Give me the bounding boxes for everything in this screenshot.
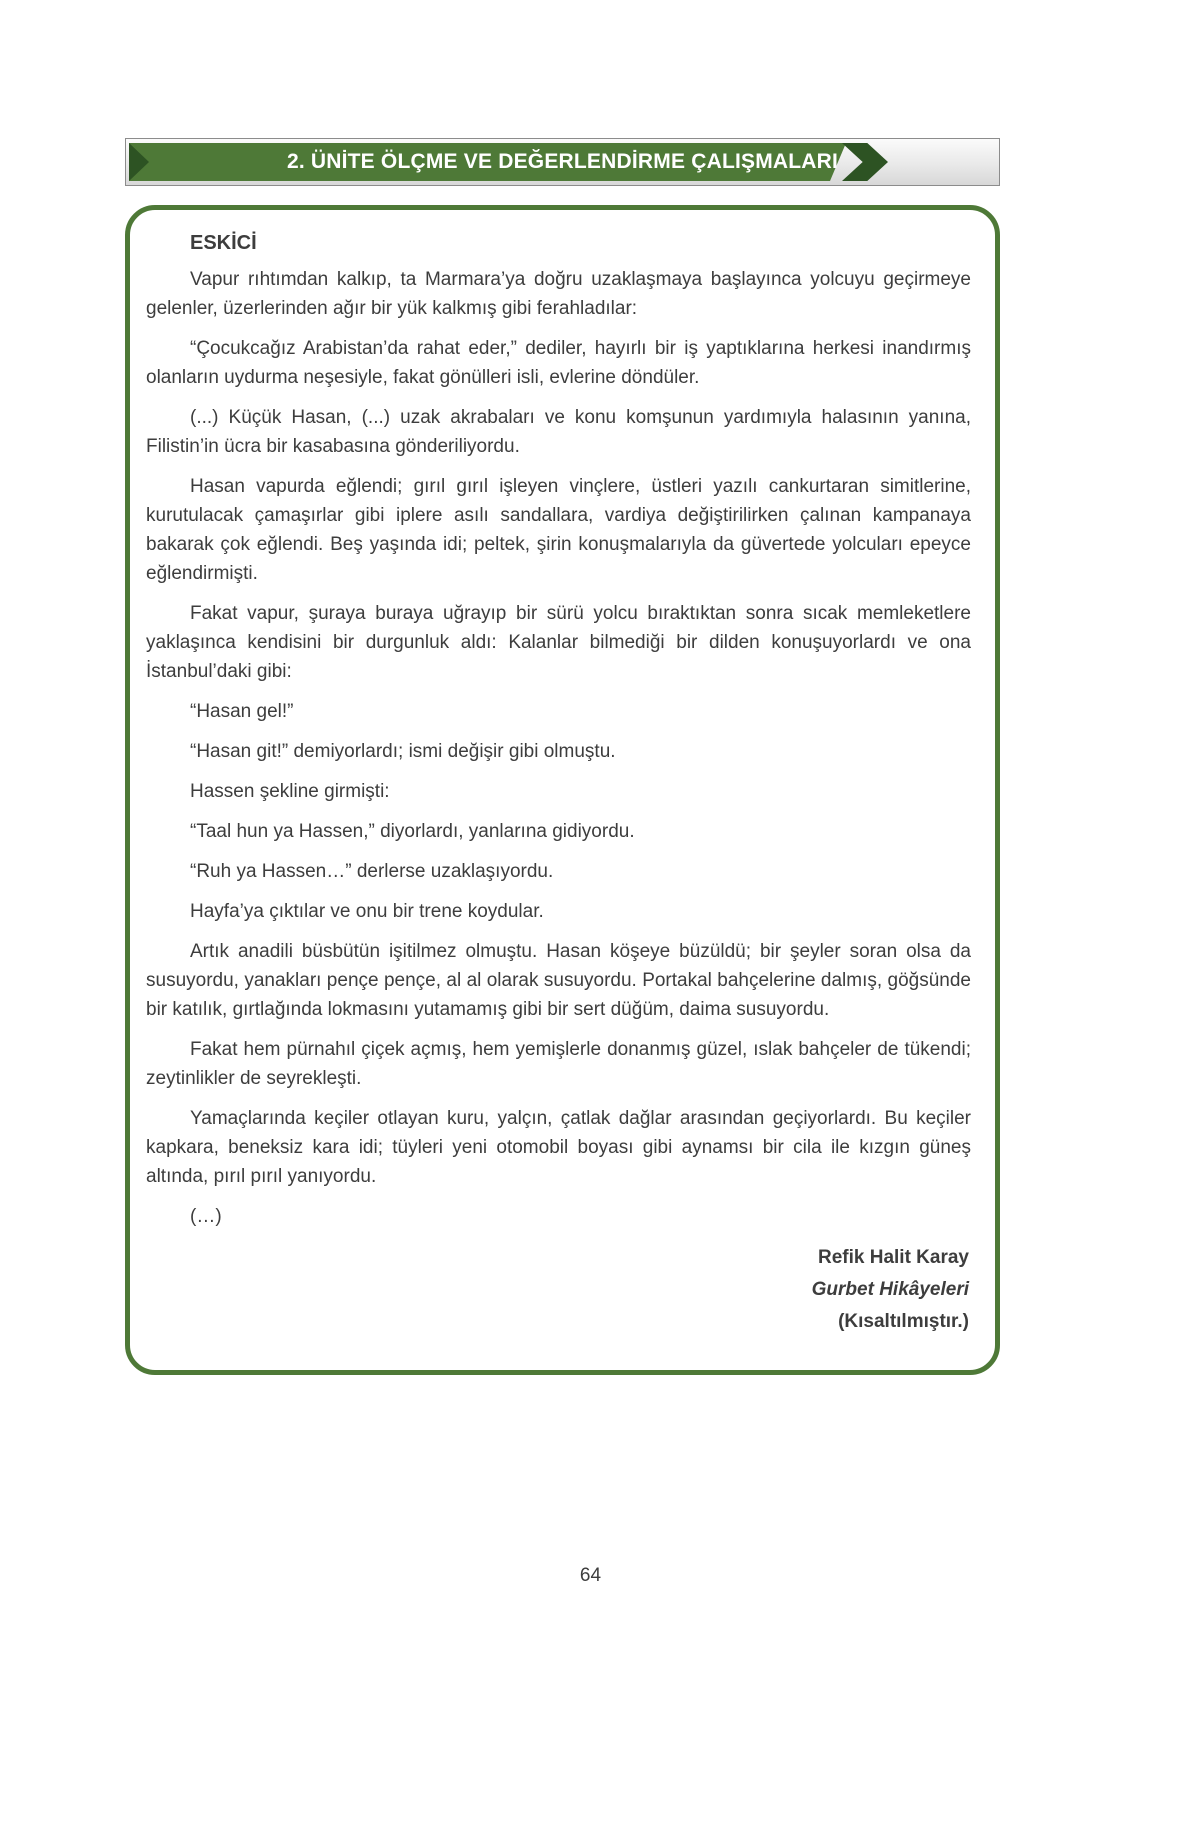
story-source: Gurbet Hikâyeleri	[811, 1279, 969, 1300]
story-paragraph: (…)	[190, 1206, 222, 1227]
story-paragraph: Yamaçlarında keçiler otlayan kuru, yalçın, çatlak dağlar arasından geçiyorlardı. Bu keçiler kapkara, beneksiz kara idi; tüyleri yeni otomobil boyası gibi aynamsı bir cila ile kızgın güneş altında, pırıl pırıl yanıyordu.	[146, 1108, 971, 1187]
story-paragraph: (...) Küçük Hasan, (...) uzak akrabaları ve konu komşunun yardımıyla halasının yanına, Filistin’in ücra bir kasabasına gönderiliyordu.	[146, 407, 971, 457]
story-abridged-note: (Kısaltılmıştır.)	[838, 1311, 969, 1332]
story-author: Refik Halit Karay	[817, 1247, 969, 1268]
story-paragraph: “Ruh ya Hassen…” derlerse uzaklaşıyordu.	[190, 861, 554, 882]
story-box	[125, 205, 1000, 1375]
story-paragraph: “Hasan gel!”	[190, 701, 294, 722]
story-paragraph: Fakat hem pürnahıl çiçek açmış, hem yemişlerle donanmış güzel, ıslak bahçeler de tükendi; zeytinlikler de seyrekleşti.	[146, 1039, 971, 1089]
unit-banner-title: 2. ÜNİTE ÖLÇME VE DEĞERLENDİRME ÇALIŞMALARI	[286, 150, 839, 173]
story-body	[146, 265, 971, 1231]
unit-banner	[125, 138, 1000, 186]
story-paragraph: Artık anadili büsbütün işitilmez olmuştu. Hasan köşeye büzüldü; bir şeyler soran olsa da susuyordu, yanakları pençe pençe, al al olarak susuyordu. Portakal bahçelerine dalmış, göğsünde bir katılık, gırtlağında lokmasını yutamamış gibi bir sert düğüm, daima susuyordu.	[146, 941, 971, 1020]
story-paragraph: “Taal hun ya Hassen,” diyorlardı, yanlarına gidiyordu.	[190, 821, 635, 842]
story-credits	[146, 1242, 971, 1338]
story-paragraph: Hayfa’ya çıktılar ve onu bir trene koydular.	[190, 901, 544, 922]
story-paragraph: Vapur rıhtımdan kalkıp, ta Marmara’ya doğru uzaklaşmaya başlayınca yolcuyu geçirmeye gelenler, üzerlerinden ağır bir yük kalkmış gibi ferahladılar:	[146, 269, 971, 319]
story-paragraph: Hasan vapurda eğlendi; gırıl gırıl işleyen vinçlere, üstleri yazılı cankurtaran simitlerine, kurutulacak çamaşırlar gibi iplere asılı sandallara, vardiya değiştirilirken çalınan kampanaya bakarak çok eğlendi. Beş yaşında idi; peltek, şirin konuşmalarıyla da güvertede yolcuları epeyce eğlendirmişti.	[146, 476, 971, 584]
story-paragraph: “Hasan git!” demiyorlardı; ismi değişir gibi olmuştu.	[190, 741, 616, 762]
story-paragraph: “Çocukcağız Arabistan’da rahat eder,” dediler, hayırlı bir iş yaptıklarına herkesi inandırmış olanların uydurma neşesiyle, fakat gönülleri isli, evlerine döndüler.	[146, 338, 971, 388]
story-paragraph: Hassen şekline girmişti:	[190, 781, 390, 802]
page-number: 64	[579, 1565, 602, 1586]
story-paragraph: Fakat vapur, şuraya buraya uğrayıp bir sürü yolcu bıraktıktan sonra sıcak memleketlere yaklaşınca kendisini bir durgunluk aldı: Kalanlar bilmediği bir dilden konuşuyorlardı ve ona İstanbul’daki gibi:	[146, 603, 971, 682]
story-title: ESKİCİ	[190, 232, 257, 254]
textbook-page	[0, 138, 1181, 1821]
